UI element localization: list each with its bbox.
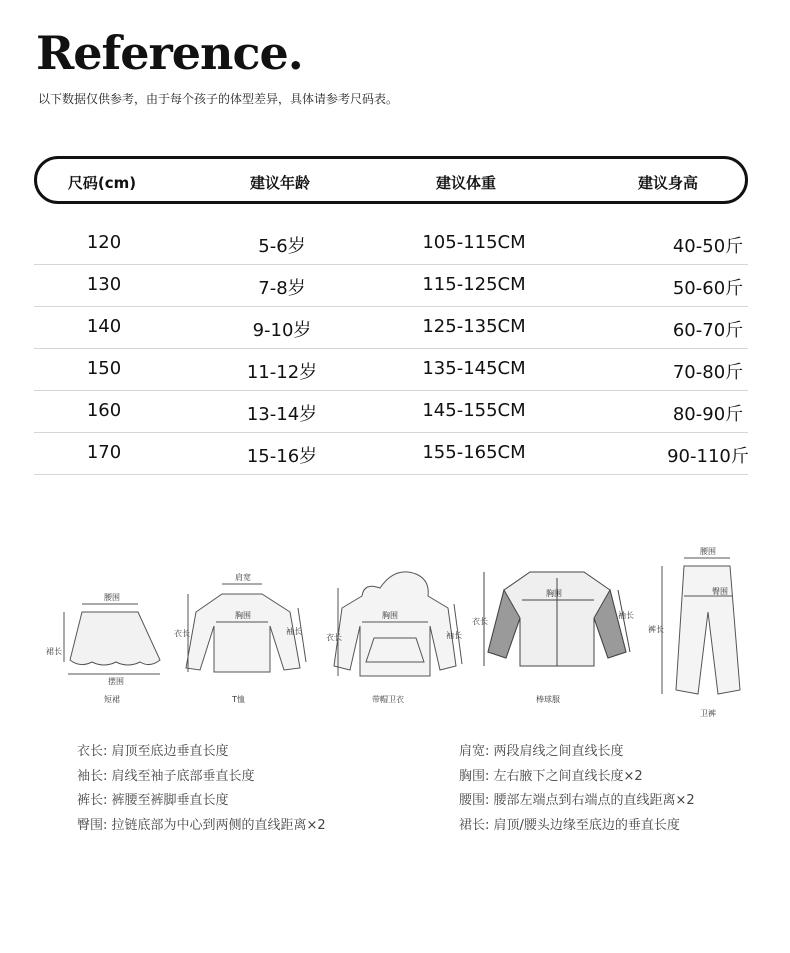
header-size: 尺码(cm) [67,174,137,192]
definition-item: 腰围: 腰部左端点到右端点的直线距离×2 [459,793,695,808]
header-weight: 建议体重 [435,174,496,192]
header-height: 建议身高 [637,174,698,192]
definition-item: 臀围: 拉链底部为中心到两侧的直线距离×2 [77,817,326,833]
jacket-diagram [472,572,634,704]
cell-weight: 115-125CM [422,274,526,295]
header-age: 建议年龄 [249,174,310,192]
cell-size: 120 [86,232,122,253]
cell-age: 13-14岁 [246,404,318,425]
cell-height: 60-70斤 [672,320,744,341]
page-title: Reference. [36,26,303,80]
cell-size: 160 [86,400,122,421]
skirt-name: 短裙 [104,695,120,704]
tshirt-label-chest: 胸围 [235,611,251,620]
cell-height: 40-50斤 [672,236,744,257]
tshirt-diagram [174,572,306,704]
pants-label-length: 裤长 [648,625,664,634]
cell-age: 5-6岁 [258,236,306,257]
cell-size: 140 [86,316,122,337]
cell-size: 170 [86,442,122,463]
cell-weight: 145-155CM [422,400,526,421]
hoodie-diagram [326,572,462,704]
tshirt-label-sleeve: 袖长 [286,627,302,636]
cell-weight: 105-115CM [422,232,526,253]
table-row [34,264,748,307]
definition-item: 衣长: 肩顶至底边垂直长度 [77,744,229,759]
hoodie-label-chest: 胸围 [382,611,398,620]
hoodie-label-length: 衣长 [326,633,342,642]
cell-height: 70-80斤 [672,362,744,383]
hoodie-label-sleeve: 袖长 [446,631,462,640]
cell-age: 9-10岁 [252,320,312,341]
pants-name: 卫裤 [700,709,716,718]
definition-item: 裙长: 肩顶/腰头边缘至底边的垂直长度 [459,817,680,833]
tshirt-label-shoulder: 肩宽 [235,573,251,582]
cell-age: 11-12岁 [246,362,318,383]
table-row [34,306,748,349]
definitions-left [77,740,326,838]
table-row [34,222,748,265]
cell-weight: 125-135CM [422,316,526,337]
table-row [34,348,748,391]
cell-size: 150 [86,358,122,379]
table-row [34,432,748,475]
hoodie-name: 带帽卫衣 [372,695,404,704]
cell-height: 50-60斤 [672,278,744,299]
jacket-label-chest: 胸围 [546,589,562,598]
pants-label-waist: 腰围 [700,547,716,556]
cell-height: 80-90斤 [672,404,744,425]
definition-item: 胸围: 左右腋下之间直线长度×2 [459,768,643,784]
definition-item: 袖长: 肩线至袖子底部垂直长度 [77,768,255,784]
skirt-label-hem: 摆围 [108,677,124,686]
skirt-diagram [46,593,160,704]
table-row [34,390,748,433]
cell-age: 15-16岁 [246,446,318,467]
cell-height: 90-110斤 [667,446,749,467]
pants-diagram [648,547,740,718]
definitions-right [459,740,695,838]
skirt-label-length: 裙长 [46,647,62,656]
cell-age: 7-8岁 [258,278,306,299]
jacket-label-length: 衣长 [472,617,488,626]
tshirt-name: T恤 [232,695,245,704]
skirt-label-waist: 腰围 [104,593,120,602]
cell-size: 130 [86,274,122,295]
tshirt-label-length: 衣长 [174,629,190,638]
cell-weight: 155-165CM [422,442,526,463]
jacket-name: 棒球服 [536,695,560,704]
definition-item: 肩宽: 两段肩线之间直线长度 [459,744,624,759]
jacket-label-sleeve: 袖长 [618,611,634,620]
subtitle: 以下数据仅供参考，由于每个孩子的体型差异，具体请参考尺码表。 [38,92,399,106]
cell-weight: 135-145CM [422,358,526,379]
garment-diagrams [0,540,790,730]
definition-item: 裤长: 裤腰至裤脚垂直长度 [77,793,229,808]
pants-label-hip: 臀围 [712,587,728,596]
